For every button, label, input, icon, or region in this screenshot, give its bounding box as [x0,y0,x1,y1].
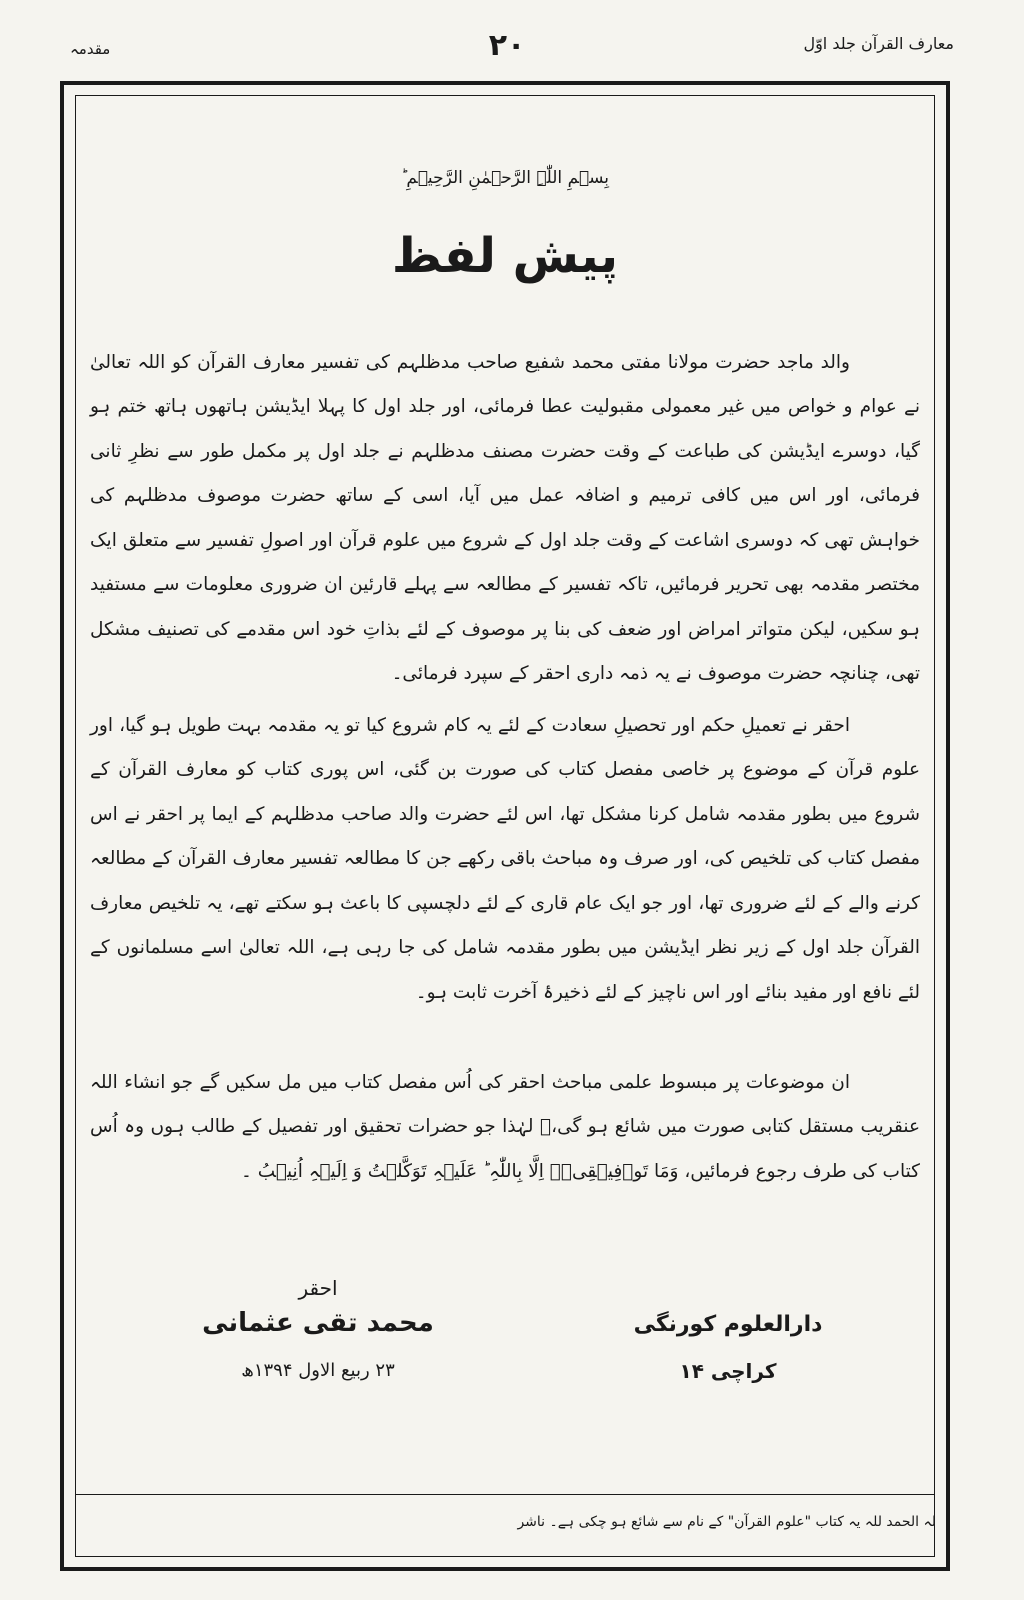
paragraph-2: احقر نے تعمیلِ حکم اور تحصیلِ سعادت کے لئے یہ کام شروع کیا تو یہ مقدمہ بہت طویل ہو گیا، اور علوم قرآن کے موضوع پر خاصی مفصل کتاب کی صورت بن گئی، اس پوری کتاب کو معارف القرآن کے شروع میں بطور مقدمہ شامل کرنا مشکل تھا، اس لئے حضرت والد صاحب مدظلہم کے ایما پر احقر نے اس مفصل کتاب کی تلخیص کی، اور صرف وہ مباحث باقی رکھے جن کا مطالعہ تفسیر معارف القرآن کے مطالعہ کرنے والے کے لئے ضروری تھا، اور جو ایک عام قاری کے لئے دلچسپی کا باعث ہو سکتے تھے، یہ تلخیص معارف القرآن جلد اول کے زیر نظر ایڈیشن میں بطور مقدمہ شامل کی جا رہی ہے، اللہ تعالیٰ اسے مسلمانوں کے لئے نافع اور مفید بنائے اور اس ناچیز کے لئے ذخیرۂ آخرت ثابت ہو۔ [90,714,920,1003]
book-title: معارف القرآن جلد اوّل [803,34,954,53]
footnote-divider [75,1494,935,1495]
page-title: پیش لفظ [391,228,619,284]
signature-ahqar: احقر [298,1276,338,1300]
basmala: بِسۡمِ اللّٰہِ الرَّحۡمٰنِ الرَّحِیۡمِ ؕ [401,168,609,188]
footnote: لہ الحمد للہ یہ کتاب "علوم القرآن" کے نام سے شائع ہو چکی ہے۔ ناشر [517,1514,936,1530]
page-header [60,12,954,62]
paragraph-1: والد ماجد حضرت مولانا مفتی محمد شفیع صاحب مدظلہم کی تفسیر معارف القرآن کو اللہ تعالیٰ نے عوام و خواص میں غیر معمولی مقبولیت عطا فرمائی، اور جلد اول کا پہلا ایڈیشن ہاتھوں ہاتھ ختم ہو گیا، دوسرے ایڈیشن کی طباعت کے وقت حضرت مصنف مدظلہم نے جلد اول پر مکمل طور سے نظرِ ثانی فرمائی، اور اس میں کافی ترمیم و اضافہ عمل میں آیا، اسی کے ساتھ حضرت موصوف مدظلہم کی خواہش تھی کہ دوسری اشاعت کے وقت جلد اول کے شروع میں علوم قرآن اور اصولِ تفسیر سے متعلق ایک مختصر مقدمہ بھی تحریر فرمائیں، تاکہ تفسیر کے مطالعہ سے پہلے قارئین ان ضروری معلومات سے مستفید ہو سکیں، لیکن متواتر امراض اور ضعف کی بنا پر موصوف کے لئے بذاتِ خود اس مقدمے کی تصنیف مشکل تھی، چنانچہ حضرت موصوف نے یہ ذمہ داری احقر کے سپرد فرمائی۔ [90,351,920,684]
signature-location [618,1312,838,1383]
signature-date: ۲۳ ربیع الاول ۱۳۹۴ھ [241,1360,395,1381]
page-number: ۲۰ [488,28,526,63]
signature-name: محمد تقی عثمانی [202,1308,434,1338]
signature-block [80,1276,930,1426]
signature-place: دارالعلوم کورنگی [633,1312,823,1337]
section-label: مقدمہ [70,40,111,58]
author-signature [198,1276,438,1381]
paragraph-3: ان موضوعات پر مبسوط علمی مباحث احقر کی اُس مفصل کتاب میں مل سکیں گے جو انشاء اللہ عنقریب مستقل کتابی صورت میں شائع ہو گی،ؔ لہٰذا جو حضرات تحقیق اور تفصیل کے طالب ہوں وہ اُس کتاب کی طرف رجوع فرمائیں، وَمَا تَوۡفِیۡقِیۡۤ اِلَّا بِاللّٰہِ ؕ عَلَیۡہِ تَوَکَّلۡتُ وَ اِلَیۡہِ اُنِیۡبُ ۔ [90,1071,920,1182]
signature-city: کراچی ۱۴ [679,1359,777,1383]
